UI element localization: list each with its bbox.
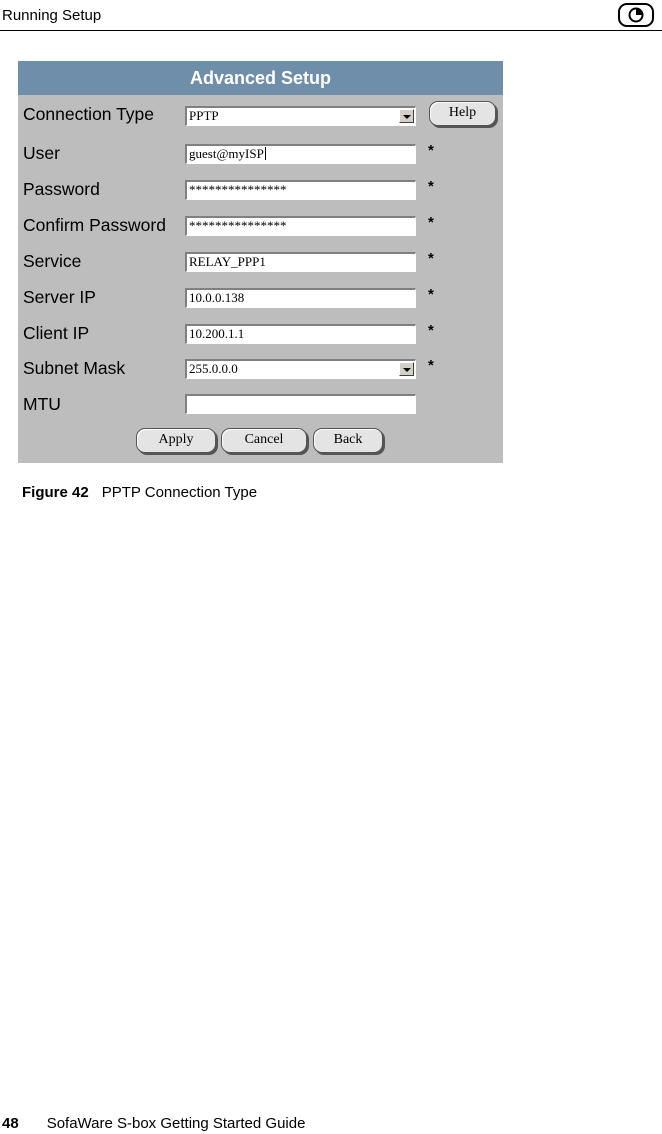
chevron-down-icon[interactable] xyxy=(399,362,414,376)
figure-caption-text: PPTP Connection Type xyxy=(101,484,258,501)
eye-logo-icon xyxy=(618,3,654,27)
required-marker: * xyxy=(428,250,434,267)
subnet-mask-label: Subnet Mask xyxy=(23,358,126,378)
required-marker: * xyxy=(428,322,434,339)
client-ip-label: Client IP xyxy=(23,323,90,343)
connection-type-value: PPTP xyxy=(189,108,219,123)
header-divider xyxy=(0,30,662,31)
apply-button[interactable]: Apply xyxy=(136,428,216,453)
password-input[interactable]: *************** xyxy=(185,180,416,200)
page-number: 48 xyxy=(2,1115,19,1132)
password-label: Password xyxy=(23,179,100,199)
client-ip-input[interactable]: 10.200.1.1 xyxy=(185,324,416,344)
figure-number: Figure 42 xyxy=(22,484,89,501)
user-input[interactable] xyxy=(185,144,416,164)
text-cursor xyxy=(265,147,266,160)
help-button[interactable]: Help xyxy=(429,101,496,126)
server-ip-input[interactable]: 10.0.0.138 xyxy=(185,288,416,308)
document-title: SofaWare S-box Getting Started Guide xyxy=(46,1115,306,1132)
confirm-password-input[interactable]: *************** xyxy=(185,216,416,236)
panel-title: Advanced Setup xyxy=(18,61,503,95)
back-button[interactable]: Back xyxy=(313,428,383,453)
mtu-input[interactable] xyxy=(185,394,416,414)
required-marker: * xyxy=(428,178,434,195)
user-label: User xyxy=(23,143,60,163)
service-label: Service xyxy=(23,251,82,271)
server-ip-label: Server IP xyxy=(23,287,96,307)
required-marker: * xyxy=(428,357,434,374)
page-footer xyxy=(2,1115,305,1132)
subnet-mask-select[interactable] xyxy=(185,359,416,379)
required-marker: * xyxy=(428,286,434,303)
figure-caption xyxy=(22,484,257,501)
connection-type-label: Connection Type xyxy=(23,104,155,124)
service-input[interactable]: RELAY_PPP1 xyxy=(185,252,416,272)
required-marker: * xyxy=(428,142,434,159)
subnet-mask-value: 255.0.0.0 xyxy=(189,361,238,376)
user-value: guest@myISP xyxy=(189,146,264,161)
advanced-setup-panel xyxy=(18,61,503,463)
section-title: Running Setup xyxy=(2,7,102,24)
required-marker: * xyxy=(428,214,434,231)
mtu-label: MTU xyxy=(23,394,61,414)
chevron-down-icon[interactable] xyxy=(399,109,414,123)
connection-type-select[interactable] xyxy=(185,106,416,126)
cancel-button[interactable]: Cancel xyxy=(221,428,307,453)
confirm-password-label: Confirm Password xyxy=(23,215,166,235)
